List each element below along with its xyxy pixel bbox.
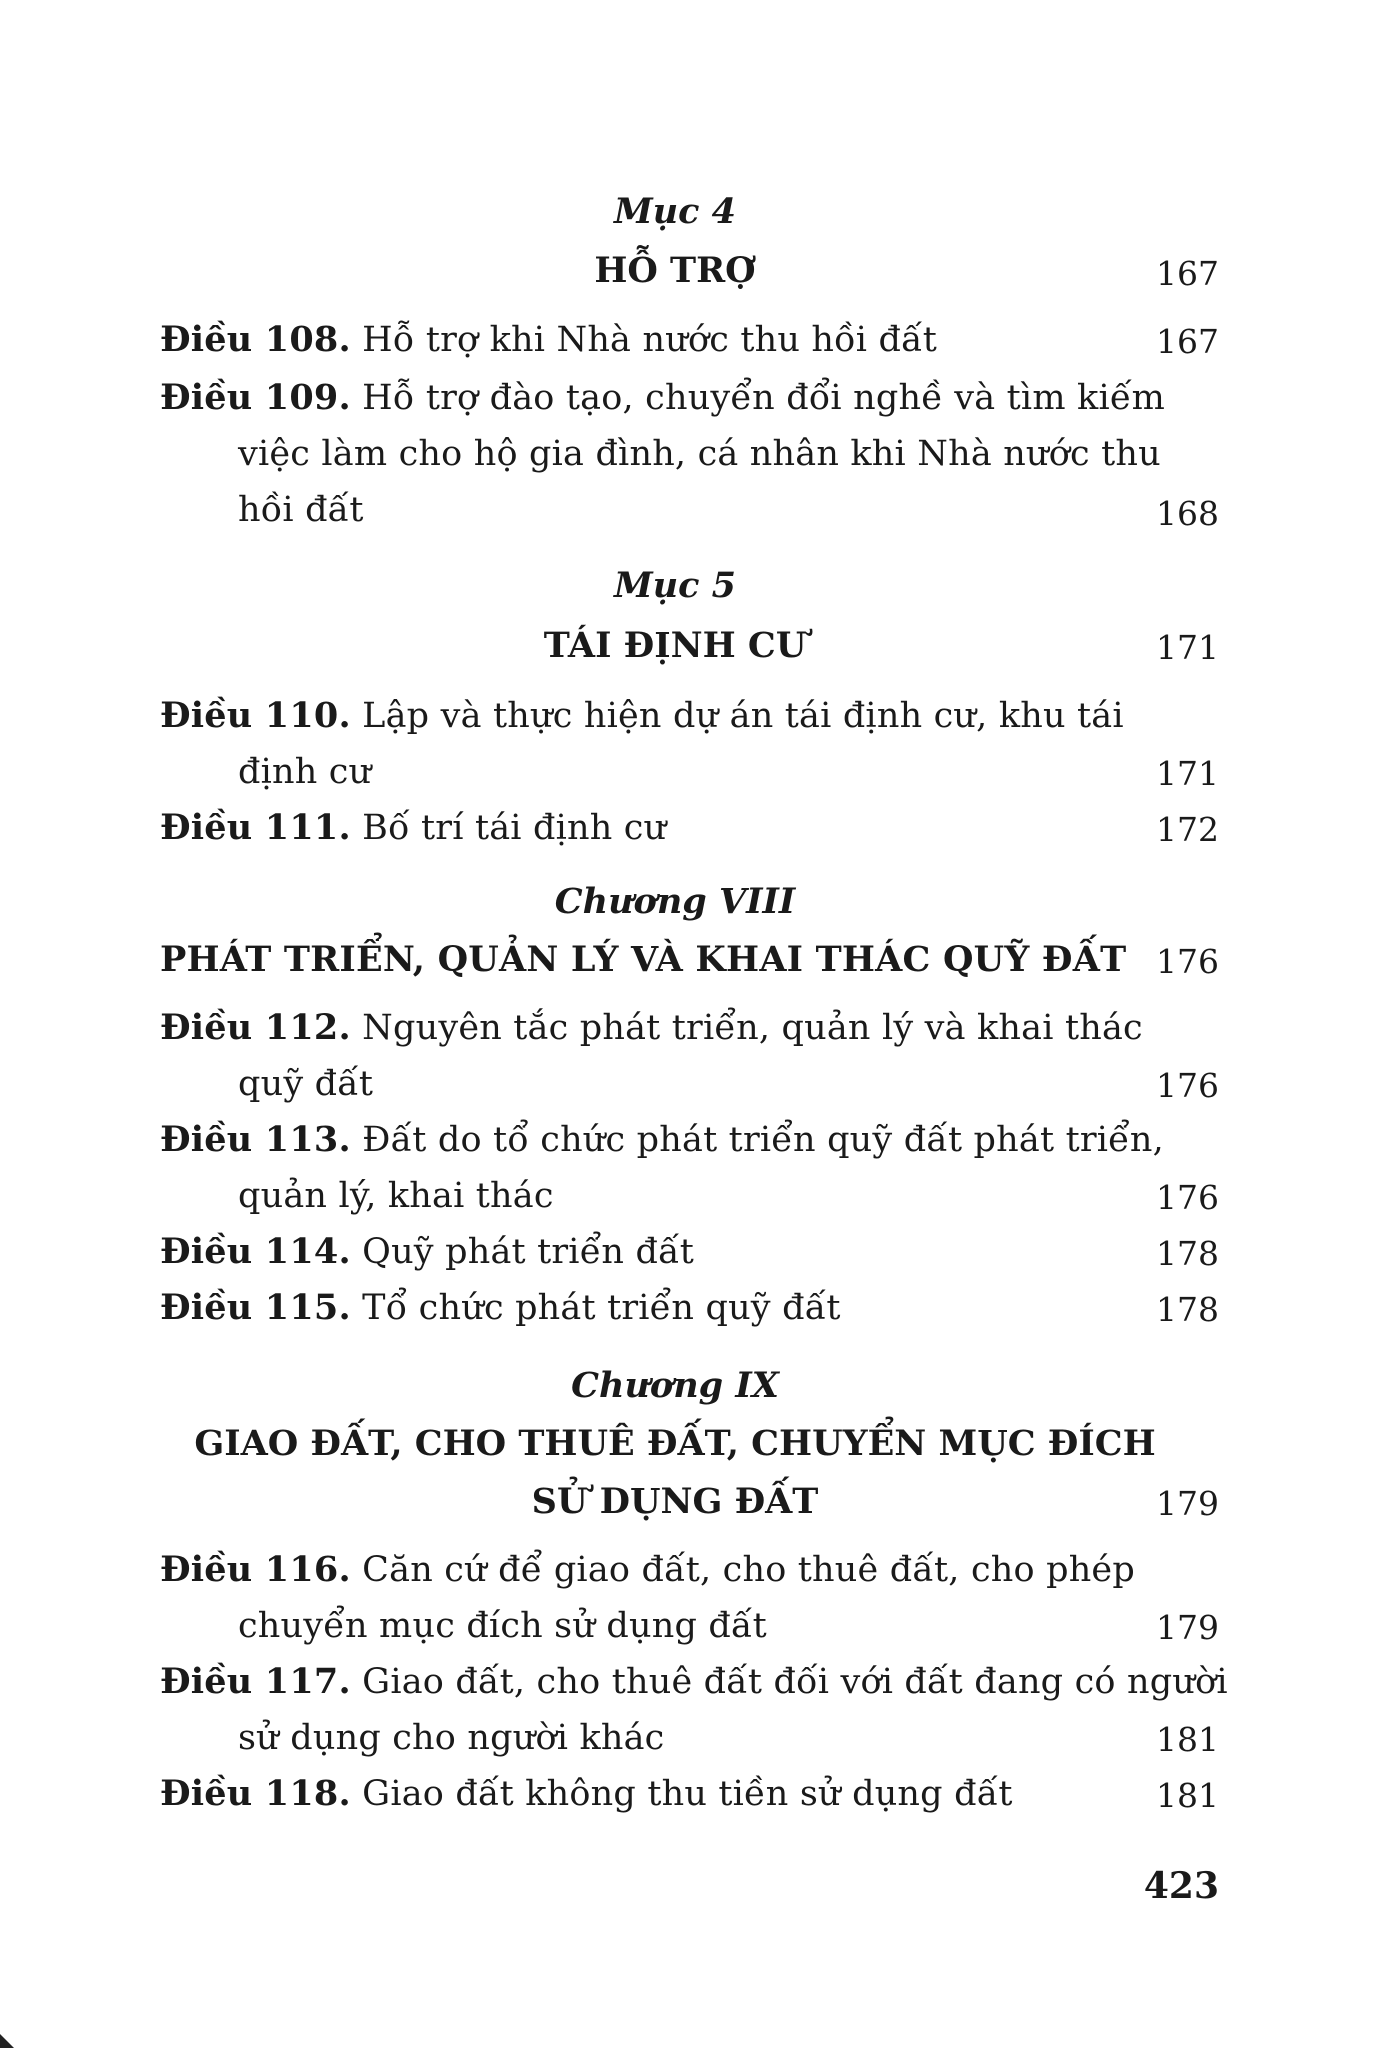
article-title-cont: định cư: [238, 752, 372, 792]
page-number: 179: [1156, 1484, 1219, 1523]
page-number: 176: [1156, 1178, 1219, 1217]
toc-entry-114: [160, 1230, 694, 1274]
page-number: 181: [1156, 1720, 1219, 1759]
article-title-cont: quản lý, khai thác: [238, 1176, 554, 1216]
article-label: Điều 117.: [160, 1661, 351, 1702]
article-title-cont: chuyển mục đích sử dụng đất: [238, 1606, 767, 1646]
toc-entry-117: [160, 1660, 1228, 1704]
folio-page-number: 423: [1143, 1865, 1219, 1907]
chapter-label-ix: Chương IX: [571, 1365, 779, 1406]
article-title-cont: quỹ đất: [238, 1064, 374, 1104]
toc-entry-108: [160, 318, 937, 362]
corner-shadow-icon: [0, 2034, 14, 2048]
article-title: Tổ chức phát triển quỹ đất: [362, 1288, 841, 1328]
chapter-label-viii: Chương VIII: [554, 881, 796, 922]
article-title: Bố trí tái định cư: [362, 808, 667, 848]
article-label: Điều 112.: [160, 1007, 351, 1048]
toc-entry-111: [160, 806, 666, 850]
toc-entry-116: [160, 1548, 1135, 1592]
article-title: Đất do tổ chức phát triển quỹ đất phát triển,: [362, 1120, 1164, 1160]
article-label: Điều 116.: [160, 1549, 351, 1590]
section-label-muc5: Mục 5: [613, 565, 737, 606]
page-number: 178: [1156, 1234, 1219, 1273]
toc-entry-118: [160, 1772, 1013, 1816]
page-number: 178: [1156, 1290, 1219, 1329]
article-title: Căn cứ để giao đất, cho thuê đất, cho phép: [362, 1550, 1135, 1590]
article-title-cont: sử dụng cho người khác: [238, 1718, 665, 1758]
article-title: Hỗ trợ khi Nhà nước thu hồi đất: [362, 320, 938, 360]
page-number: 176: [1156, 942, 1219, 981]
article-title: Lập và thực hiện dự án tái định cư, khu tái: [362, 696, 1124, 736]
page-number: 181: [1156, 1776, 1219, 1815]
page-number: 167: [1156, 254, 1219, 293]
section-title-muc5: TÁI ĐỊNH CƯ: [543, 625, 807, 666]
article-label: Điều 110.: [160, 695, 351, 736]
article-label: Điều 111.: [160, 807, 351, 848]
article-title-cont: hồi đất: [238, 490, 364, 530]
article-label: Điều 115.: [160, 1287, 351, 1328]
chapter-title-ix-cont: SỬ DỤNG ĐẤT: [531, 1481, 819, 1522]
article-label: Điều 108.: [160, 319, 351, 360]
toc-entry-115: [160, 1286, 841, 1330]
toc-entry-113: [160, 1118, 1164, 1162]
section-title-muc4: HỖ TRỢ: [594, 250, 756, 291]
article-label: Điều 114.: [160, 1231, 351, 1272]
toc-entry-112: [160, 1006, 1143, 1050]
article-label: Điều 113.: [160, 1119, 351, 1160]
page-number: 171: [1156, 628, 1219, 667]
article-title-cont: việc làm cho hộ gia đình, cá nhân khi Nhà nước thu: [238, 434, 1161, 474]
toc-entry-110: [160, 694, 1124, 738]
toc-entry-109: [160, 376, 1165, 420]
chapter-title-ix: GIAO ĐẤT, CHO THUÊ ĐẤT, CHUYỂN MỤC ĐÍCH: [194, 1423, 1156, 1464]
article-label: Điều 118.: [160, 1773, 351, 1814]
page-number: 172: [1156, 810, 1219, 849]
page-number: 171: [1156, 754, 1219, 793]
article-title: Nguyên tắc phát triển, quản lý và khai thác: [362, 1008, 1143, 1048]
chapter-title-viii: PHÁT TRIỂN, QUẢN LÝ VÀ KHAI THÁC QUỸ ĐẤT: [160, 939, 1127, 980]
section-label-muc4: Mục 4: [613, 191, 737, 232]
page-number: 167: [1156, 322, 1219, 361]
page-number: 179: [1156, 1608, 1219, 1647]
page-number: 176: [1156, 1066, 1219, 1105]
article-title: Hỗ trợ đào tạo, chuyển đổi nghề và tìm kiếm: [362, 378, 1165, 418]
article-label: Điều 109.: [160, 377, 351, 418]
article-title: Giao đất, cho thuê đất đối với đất đang có người: [362, 1662, 1228, 1702]
page-number: 168: [1156, 494, 1219, 533]
article-title: Quỹ phát triển đất: [362, 1232, 695, 1272]
article-title: Giao đất không thu tiền sử dụng đất: [362, 1774, 1013, 1814]
